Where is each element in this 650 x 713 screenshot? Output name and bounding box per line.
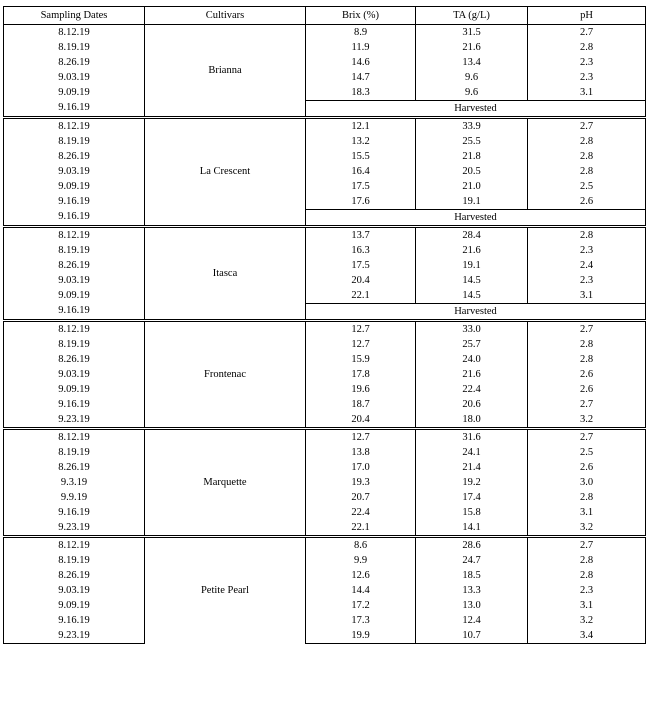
- ph-cell: 2.6: [528, 367, 646, 382]
- brix-cell: 13.8: [306, 445, 416, 460]
- brix-cell: 13.7: [306, 227, 416, 244]
- ph-cell: 2.8: [528, 227, 646, 244]
- sampling-date-cell: 9.03.19: [4, 367, 145, 382]
- table-row: [4, 505, 646, 520]
- ta-cell: 21.6: [416, 243, 528, 258]
- table-row: [4, 553, 646, 568]
- sampling-date-cell: 9.16.19: [4, 613, 145, 628]
- sampling-date-cell: 8.26.19: [4, 352, 145, 367]
- table-row: [4, 382, 646, 397]
- table-row: [4, 118, 646, 135]
- sampling-date-cell: 8.19.19: [4, 134, 145, 149]
- ph-cell: 2.5: [528, 445, 646, 460]
- table-row: [4, 352, 646, 367]
- brix-cell: 17.5: [306, 179, 416, 194]
- sampling-date-cell: 8.12.19: [4, 227, 145, 244]
- table-row: [4, 460, 646, 475]
- sampling-date-cell: 9.09.19: [4, 288, 145, 304]
- sampling-date-cell: 9.16.19: [4, 304, 145, 321]
- ta-cell: 21.0: [416, 179, 528, 194]
- ph-cell: 2.3: [528, 55, 646, 70]
- ph-cell: 2.7: [528, 118, 646, 135]
- ph-cell: 3.0: [528, 475, 646, 490]
- ta-cell: 31.5: [416, 25, 528, 41]
- brix-cell: 14.4: [306, 583, 416, 598]
- cultivar-cell: Itasca: [145, 227, 306, 321]
- table-row: [4, 179, 646, 194]
- brix-cell: 8.6: [306, 537, 416, 554]
- brix-cell: 12.7: [306, 429, 416, 446]
- sampling-date-cell: 8.19.19: [4, 445, 145, 460]
- cultivar-cell: Frontenac: [145, 321, 306, 429]
- ph-cell: 2.7: [528, 397, 646, 412]
- table-row: [4, 337, 646, 352]
- cultivar-cell: Petite Pearl: [145, 537, 306, 644]
- ta-cell: 24.0: [416, 352, 528, 367]
- ph-cell: 2.3: [528, 70, 646, 85]
- brix-cell: 12.6: [306, 568, 416, 583]
- brix-cell: 20.4: [306, 273, 416, 288]
- ta-cell: 24.1: [416, 445, 528, 460]
- table-row: [4, 258, 646, 273]
- table-row: [4, 70, 646, 85]
- sampling-date-cell: 9.16.19: [4, 101, 145, 118]
- ph-cell: 2.3: [528, 583, 646, 598]
- ta-cell: 19.2: [416, 475, 528, 490]
- ta-cell: 14.5: [416, 288, 528, 304]
- ta-cell: 13.4: [416, 55, 528, 70]
- sampling-date-cell: 8.12.19: [4, 429, 145, 446]
- table-row: [4, 598, 646, 613]
- ph-cell: 3.2: [528, 613, 646, 628]
- ta-cell: 13.0: [416, 598, 528, 613]
- sampling-date-cell: 8.19.19: [4, 40, 145, 55]
- sampling-date-cell: 9.16.19: [4, 397, 145, 412]
- brix-cell: 11.9: [306, 40, 416, 55]
- ph-cell: 2.6: [528, 382, 646, 397]
- ta-cell: 19.1: [416, 258, 528, 273]
- brix-cell: 16.3: [306, 243, 416, 258]
- ph-cell: 2.8: [528, 337, 646, 352]
- ph-cell: 2.8: [528, 553, 646, 568]
- table-row: [4, 628, 646, 644]
- ph-cell: 3.2: [528, 520, 646, 537]
- ph-cell: 2.8: [528, 40, 646, 55]
- ripening-data-table: [3, 6, 646, 644]
- ta-cell: 22.4: [416, 382, 528, 397]
- sampling-date-cell: 9.23.19: [4, 628, 145, 644]
- ta-cell: 18.0: [416, 412, 528, 429]
- table-row: [4, 397, 646, 412]
- sampling-date-cell: 8.26.19: [4, 460, 145, 475]
- brix-cell: 12.7: [306, 337, 416, 352]
- sampling-date-cell: 9.16.19: [4, 194, 145, 210]
- sampling-date-cell: 8.26.19: [4, 55, 145, 70]
- brix-cell: 17.0: [306, 460, 416, 475]
- harvested-cell: Harvested: [306, 210, 646, 227]
- header-brix: Brix (%): [306, 7, 416, 25]
- table-row: [4, 412, 646, 429]
- ph-cell: 3.1: [528, 598, 646, 613]
- table-row: [4, 85, 646, 101]
- brix-cell: 12.1: [306, 118, 416, 135]
- table-row: [4, 304, 646, 321]
- ta-cell: 25.5: [416, 134, 528, 149]
- brix-cell: 17.6: [306, 194, 416, 210]
- ta-cell: 14.1: [416, 520, 528, 537]
- ta-cell: 33.9: [416, 118, 528, 135]
- sampling-date-cell: 8.12.19: [4, 25, 145, 41]
- sampling-date-cell: 9.09.19: [4, 85, 145, 101]
- sampling-date-cell: 9.9.19: [4, 490, 145, 505]
- ta-cell: 14.5: [416, 273, 528, 288]
- ta-cell: 17.4: [416, 490, 528, 505]
- ph-cell: 2.3: [528, 243, 646, 258]
- header-cultivars: Cultivars: [145, 7, 306, 25]
- table-row: [4, 537, 646, 554]
- ta-cell: 20.5: [416, 164, 528, 179]
- ta-cell: 13.3: [416, 583, 528, 598]
- ph-cell: 2.8: [528, 149, 646, 164]
- table-row: [4, 520, 646, 537]
- brix-cell: 9.9: [306, 553, 416, 568]
- ta-cell: 33.0: [416, 321, 528, 338]
- ta-cell: 21.4: [416, 460, 528, 475]
- header-row: [4, 7, 646, 25]
- brix-cell: 22.1: [306, 520, 416, 537]
- ta-cell: 21.6: [416, 367, 528, 382]
- ta-cell: 10.7: [416, 628, 528, 644]
- sampling-date-cell: 8.12.19: [4, 118, 145, 135]
- table-row: [4, 164, 646, 179]
- sampling-date-cell: 9.03.19: [4, 273, 145, 288]
- brix-cell: 18.7: [306, 397, 416, 412]
- table-row: [4, 490, 646, 505]
- ph-cell: 2.7: [528, 321, 646, 338]
- brix-cell: 20.7: [306, 490, 416, 505]
- ta-cell: 18.5: [416, 568, 528, 583]
- ta-cell: 31.6: [416, 429, 528, 446]
- ta-cell: 12.4: [416, 613, 528, 628]
- table-row: [4, 134, 646, 149]
- sampling-date-cell: 8.12.19: [4, 321, 145, 338]
- ph-cell: 2.5: [528, 179, 646, 194]
- sampling-date-cell: 9.23.19: [4, 412, 145, 429]
- ph-cell: 2.4: [528, 258, 646, 273]
- cultivar-cell: La Crescent: [145, 118, 306, 227]
- sampling-date-cell: 8.26.19: [4, 568, 145, 583]
- ta-cell: 24.7: [416, 553, 528, 568]
- table-row: [4, 101, 646, 118]
- ta-cell: 21.8: [416, 149, 528, 164]
- sampling-date-cell: 9.3.19: [4, 475, 145, 490]
- ph-cell: 2.7: [528, 537, 646, 554]
- ph-cell: 2.3: [528, 273, 646, 288]
- table-row: [4, 445, 646, 460]
- sampling-date-cell: 8.12.19: [4, 537, 145, 554]
- table-row: [4, 55, 646, 70]
- table-row: [4, 25, 646, 41]
- header-ph: pH: [528, 7, 646, 25]
- table-row: [4, 243, 646, 258]
- brix-cell: 17.8: [306, 367, 416, 382]
- brix-cell: 15.5: [306, 149, 416, 164]
- header-sampling-dates: Sampling Dates: [4, 7, 145, 25]
- cultivar-cell: Marquette: [145, 429, 306, 537]
- ph-cell: 2.8: [528, 568, 646, 583]
- table-body: [4, 25, 646, 644]
- ta-cell: 9.6: [416, 85, 528, 101]
- brix-cell: 14.7: [306, 70, 416, 85]
- table-row: [4, 568, 646, 583]
- ta-cell: 28.6: [416, 537, 528, 554]
- brix-cell: 8.9: [306, 25, 416, 41]
- table-row: [4, 613, 646, 628]
- ph-cell: 3.2: [528, 412, 646, 429]
- ta-cell: 20.6: [416, 397, 528, 412]
- sampling-date-cell: 9.16.19: [4, 505, 145, 520]
- brix-cell: 19.6: [306, 382, 416, 397]
- brix-cell: 19.3: [306, 475, 416, 490]
- table-row: [4, 429, 646, 446]
- brix-cell: 22.1: [306, 288, 416, 304]
- table-row: [4, 321, 646, 338]
- brix-cell: 14.6: [306, 55, 416, 70]
- sampling-date-cell: 8.19.19: [4, 337, 145, 352]
- brix-cell: 17.3: [306, 613, 416, 628]
- ph-cell: 2.6: [528, 460, 646, 475]
- ph-cell: 3.1: [528, 85, 646, 101]
- brix-cell: 18.3: [306, 85, 416, 101]
- sampling-date-cell: 9.03.19: [4, 164, 145, 179]
- brix-cell: 22.4: [306, 505, 416, 520]
- brix-cell: 12.7: [306, 321, 416, 338]
- table-row: [4, 210, 646, 227]
- ta-cell: 28.4: [416, 227, 528, 244]
- brix-cell: 13.2: [306, 134, 416, 149]
- sampling-date-cell: 8.19.19: [4, 243, 145, 258]
- ph-cell: 2.7: [528, 429, 646, 446]
- ta-cell: 21.6: [416, 40, 528, 55]
- brix-cell: 16.4: [306, 164, 416, 179]
- sampling-date-cell: 9.16.19: [4, 210, 145, 227]
- sampling-date-cell: 9.09.19: [4, 382, 145, 397]
- brix-cell: 17.2: [306, 598, 416, 613]
- table-row: [4, 194, 646, 210]
- header-ta: TA (g/L): [416, 7, 528, 25]
- ph-cell: 3.4: [528, 628, 646, 644]
- table-row: [4, 40, 646, 55]
- sampling-date-cell: 9.03.19: [4, 70, 145, 85]
- ph-cell: 2.6: [528, 194, 646, 210]
- brix-cell: 15.9: [306, 352, 416, 367]
- table-row: [4, 227, 646, 244]
- ta-cell: 25.7: [416, 337, 528, 352]
- brix-cell: 19.9: [306, 628, 416, 644]
- ph-cell: 3.1: [528, 288, 646, 304]
- table-row: [4, 288, 646, 304]
- ta-cell: 19.1: [416, 194, 528, 210]
- sampling-date-cell: 9.09.19: [4, 598, 145, 613]
- harvested-cell: Harvested: [306, 304, 646, 321]
- table-row: [4, 149, 646, 164]
- cultivar-cell: Brianna: [145, 25, 306, 118]
- sampling-date-cell: 8.26.19: [4, 258, 145, 273]
- table-row: [4, 273, 646, 288]
- sampling-date-cell: 8.19.19: [4, 553, 145, 568]
- sampling-date-cell: 9.23.19: [4, 520, 145, 537]
- sampling-date-cell: 8.26.19: [4, 149, 145, 164]
- ph-cell: 3.1: [528, 505, 646, 520]
- ta-cell: 9.6: [416, 70, 528, 85]
- ph-cell: 2.8: [528, 490, 646, 505]
- table-row: [4, 475, 646, 490]
- table-row: [4, 583, 646, 598]
- sampling-date-cell: 9.09.19: [4, 179, 145, 194]
- table-row: [4, 367, 646, 382]
- brix-cell: 20.4: [306, 412, 416, 429]
- ph-cell: 2.8: [528, 164, 646, 179]
- harvested-cell: Harvested: [306, 101, 646, 118]
- ph-cell: 2.7: [528, 25, 646, 41]
- sampling-date-cell: 9.03.19: [4, 583, 145, 598]
- ta-cell: 15.8: [416, 505, 528, 520]
- brix-cell: 17.5: [306, 258, 416, 273]
- ph-cell: 2.8: [528, 352, 646, 367]
- ph-cell: 2.8: [528, 134, 646, 149]
